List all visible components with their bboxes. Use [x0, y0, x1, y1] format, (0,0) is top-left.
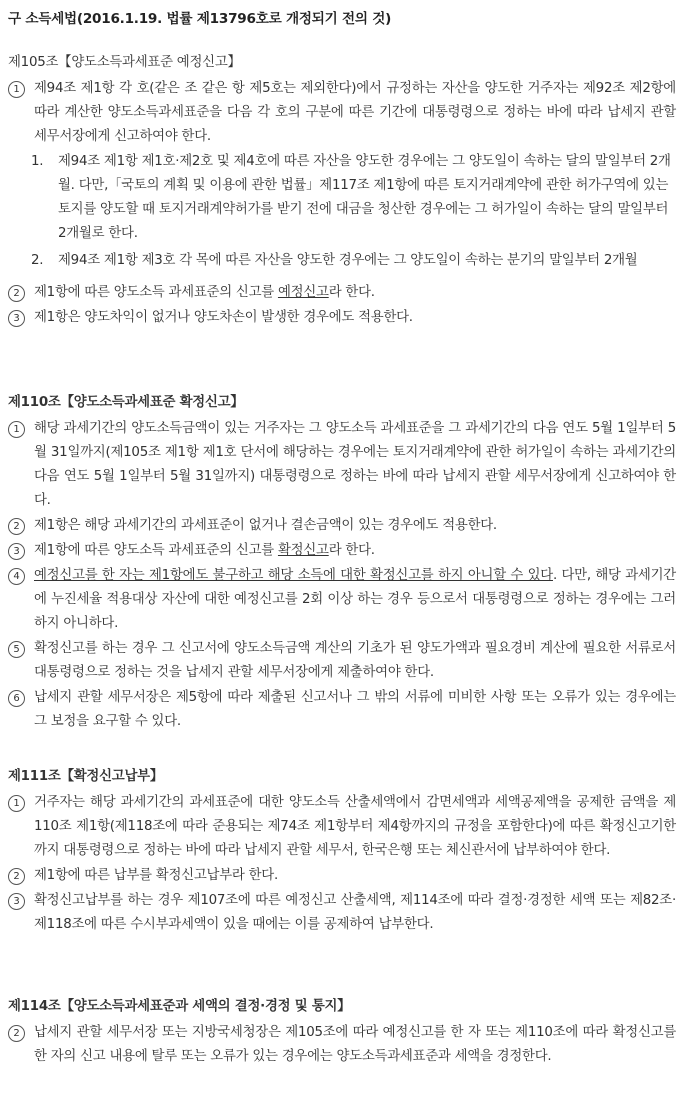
article-110-heading: 제110조【양도소득과세표준 확정신고】 — [8, 395, 244, 410]
para-text: 제94조 제1항 각 호(같은 조 같은 항 제5호는 제외한다)에서 규정하는 자산을 양도한 거주자는 제92조 제2항에 따라 계산한 양도소득과세표준을 다음 각 호의 구분에 따른 기간에 대통령령으로 정하는 바에 따라 납세지 관할 세무서장에게 신고하여야 한다. — [34, 81, 676, 144]
circled-number: 3 — [8, 310, 25, 327]
article-105-heading: 제105조【양도소득과세표준 예정신고】 — [8, 55, 241, 70]
article-114-para-2 — [8, 1021, 676, 1069]
para-text-pre: 제1항에 따른 양도소득 과세표준의 신고를 — [34, 285, 278, 300]
article-110-para-3 — [8, 539, 676, 563]
circled-number: 2 — [8, 518, 25, 535]
article-105-item-1 — [8, 150, 676, 246]
underlined-term: 확정신고 — [277, 543, 329, 558]
item-text: 제94조 제1항 제3호 각 목에 따른 자산을 양도한 경우에는 그 양도일이 속하는 분기의 말일부터 2개월 — [58, 253, 638, 268]
article-111 — [8, 765, 676, 938]
article-110-para-2 — [8, 514, 676, 538]
para-text: 납세지 관할 세무서장 또는 지방국세청장은 제105조에 따라 예정신고를 한 자 또는 제110조에 따라 확정신고를 한 자의 신고 내용에 탈루 또는 오류가 있는 경우에는 양도소득과세표준과 세액을 경정한다. — [34, 1025, 676, 1064]
para-text: 확정신고를 하는 경우 그 신고서에 양도소득금액 계산의 기초가 된 양도가액과 필요경비 계산에 필요한 서류로서 대통령령으로 정하는 것을 납세지 관할 세무서장에게 제출하여야 한다. — [34, 641, 676, 680]
para-text: 제1항에 따른 납부를 확정신고납부라 한다. — [34, 868, 278, 883]
para-text-post: . 다만, 해당 과세기간에 누진세율 적용대상 자산에 대한 예정신고를 2회 이상 하는 경우 등으로서 대통령령으로 정하는 경우에는 그러하지 아니하다. — [34, 568, 676, 631]
circled-number: 1 — [8, 795, 25, 812]
article-114-heading: 제114조【양도소득과세표준과 세액의 결정·경정 및 통지】 — [8, 999, 351, 1014]
circled-number: 3 — [8, 893, 25, 910]
item-number: 1. — [31, 154, 44, 169]
article-111-para-3 — [8, 889, 676, 937]
para-text: 확정신고납부를 하는 경우 제107조에 따른 예정신고 산출세액, 제114조에 따라 결정·경정한 세액 또는 제82조·제118조에 따른 수시부과세액이 있을 때에는 이를 공제하여 납부한다. — [34, 893, 676, 932]
circled-number: 3 — [8, 543, 25, 560]
circled-number: 2 — [8, 868, 25, 885]
article-105-item-2 — [8, 249, 676, 273]
article-110-para-6 — [8, 686, 676, 734]
para-text-post: 라 한다. — [328, 285, 375, 300]
document-title: 구 소득세법(2016.1.19. 법률 제13796호로 개정되기 전의 것) — [8, 11, 392, 27]
underlined-clause: 예정신고를 한 자는 제1항에도 불구하고 해당 소득에 대한 확정신고를 하지 아니할 수 있다 — [34, 568, 553, 583]
para-text-post: 라 한다. — [328, 543, 375, 558]
article-110-para-4 — [8, 564, 676, 636]
article-105 — [8, 51, 676, 331]
para-text: 해당 과세기간의 양도소득금액이 있는 거주자는 그 양도소득 과세표준을 그 과세기간의 다음 연도 5월 1일부터 5월 31일까지(제105조 제1항 제1호 단서에 해당하는 경우에는 토지거래계약에 관한 허가일이 속하는 과세기간의 다음 연도 5월 1일부터 5월 31일까지) 대통령령으로 정하는 바에 따라 납세지 관할 세무서장에게 신고하여야 한다. — [34, 421, 676, 508]
article-110-para-1 — [8, 417, 676, 513]
circled-number: 4 — [8, 568, 25, 585]
item-number: 2. — [31, 253, 44, 268]
article-105-para-2 — [8, 281, 676, 305]
para-text-pre: 제1항에 따른 양도소득 과세표준의 신고를 — [34, 543, 278, 558]
para-text: 제1항은 해당 과세기간의 과세표준이 없거나 결손금액이 있는 경우에도 적용한다. — [34, 518, 497, 533]
circled-number: 5 — [8, 641, 25, 658]
para-text: 납세지 관할 세무서장은 제5항에 따라 제출된 신고서나 그 밖의 서류에 미비한 사항 또는 오류가 있는 경우에는 그 보정을 요구할 수 있다. — [34, 690, 676, 729]
circled-number: 2 — [8, 1025, 25, 1042]
para-text: 거주자는 해당 과세기간의 과세표준에 대한 양도소득 산출세액에서 감면세액과 세액공제액을 공제한 금액을 제110조 제1항(제118조에 따라 준용되는 제74조 제1항부터 제4항까지의 규정을 포함한다)에 따른 확정신고기한까지 대통령령으로 정하는 바에 따라 납세지 관할 세무서, 한국은행 또는 체신관서에 납부하여야 한다. — [34, 795, 676, 858]
para-text: 제1항은 양도차익이 없거나 양도차손이 발생한 경우에도 적용한다. — [34, 310, 413, 325]
article-110 — [8, 391, 676, 735]
article-111-para-2 — [8, 864, 676, 888]
circled-number: 2 — [8, 285, 25, 302]
article-114 — [8, 995, 676, 1070]
item-text: 제94조 제1항 제1호·제2호 및 제4호에 따른 자산을 양도한 경우에는 그 양도일이 속하는 달의 말일부터 2개월. 다만,「국토의 계획 및 이용에 관한 법률」제117조 제1항에 따른 토지거래계약에 관한 허가구역에 있는 토지를 양도할 때 토지거래계약허가를 받기 전에 대금을 청산한 경우에는 그 허가일이 속하는 달의 말일부터 2개월로 한다. — [58, 154, 671, 241]
circled-number: 1 — [8, 81, 25, 98]
article-105-para-3 — [8, 306, 676, 330]
circled-number: 6 — [8, 690, 25, 707]
article-111-para-1 — [8, 791, 676, 863]
article-110-para-5 — [8, 637, 676, 685]
circled-number: 1 — [8, 421, 25, 438]
article-105-para-1 — [8, 77, 676, 149]
article-111-heading: 제111조【확정신고납부】 — [8, 769, 163, 784]
underlined-term: 예정신고 — [277, 285, 329, 300]
